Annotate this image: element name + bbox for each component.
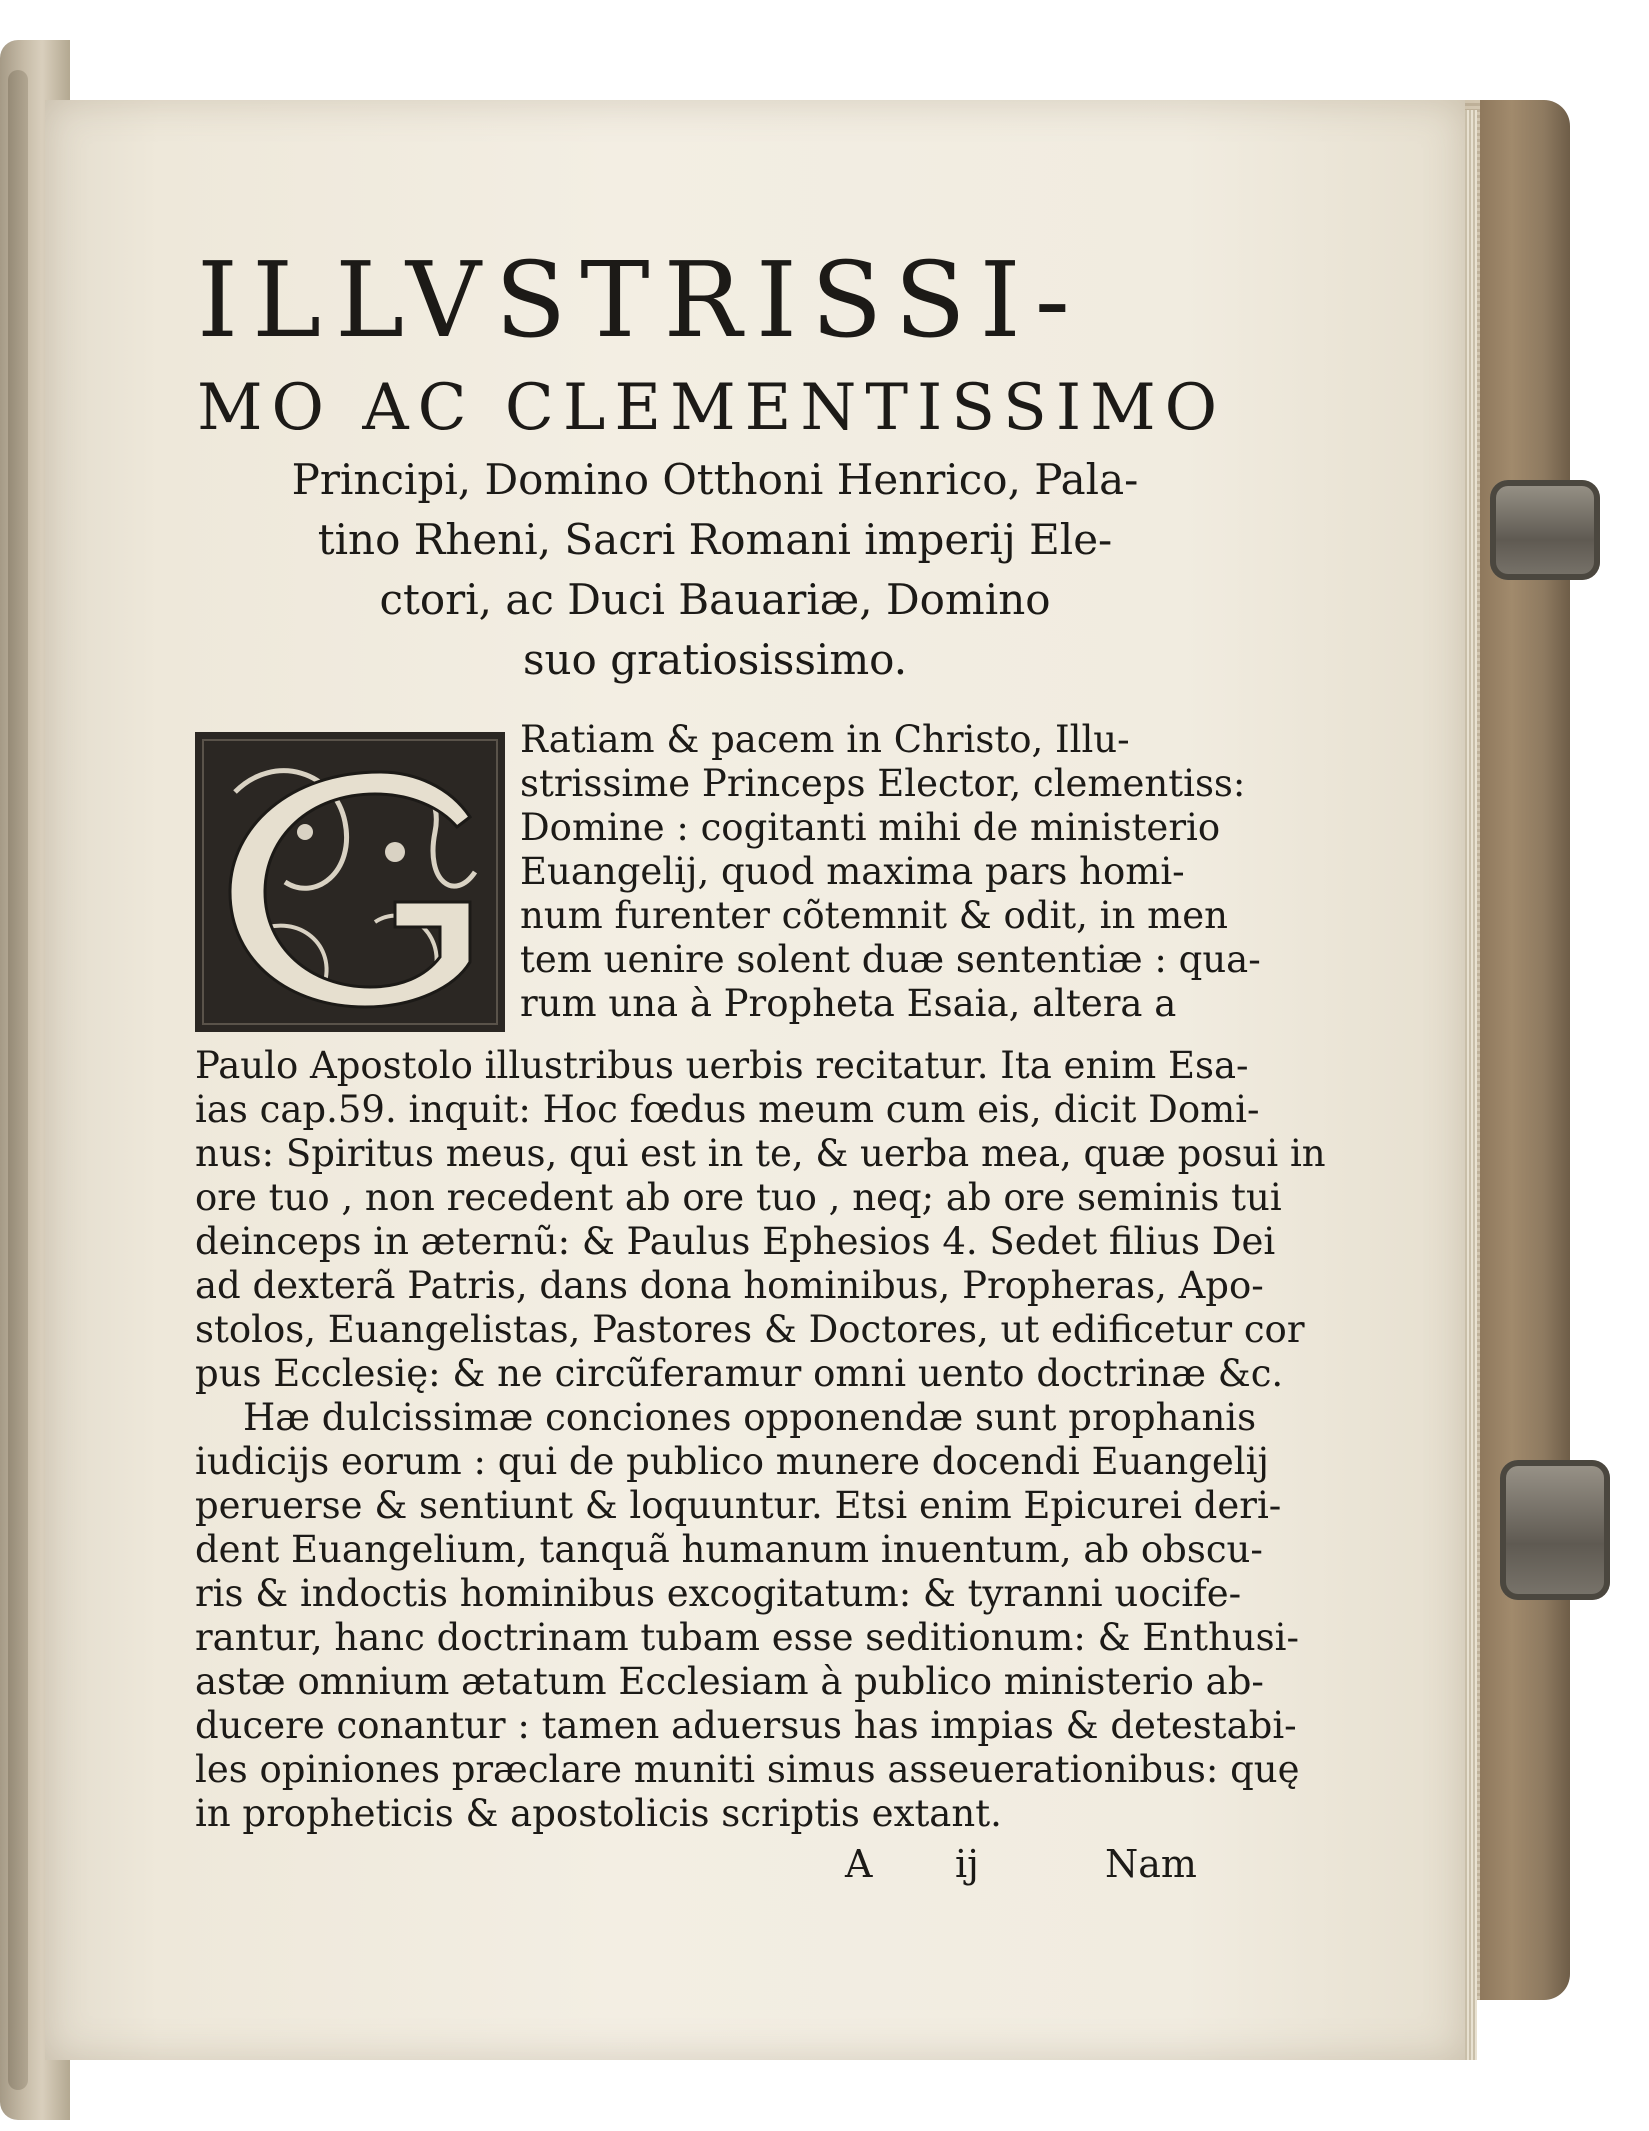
text-line: Ratiam & pacem in Christo, Illu- [520,718,1130,761]
clasp-top-icon [1490,480,1600,580]
title-line-1: ILLVSTRISSI- [197,239,1084,361]
text-line: tem uenire solent duæ sententiæ : qua- [520,938,1261,981]
signature-mark: A [845,1842,873,1886]
catchword: Nam [1105,1842,1197,1886]
text-line: nus: Spiritus meus, qui est in te, & uerba mea, quæ posui in [195,1132,1326,1175]
dedication [195,450,1235,690]
text-line: ris & indoctis hominibus excogitatum: & tyranni uocife- [195,1572,1242,1615]
page-text [195,239,1326,1892]
dedication-line: Principi, Domino Otthoni Henrico, Pala- [291,455,1139,504]
clasp-bottom-icon [1500,1460,1610,1600]
page-footer [195,1842,1235,1892]
text-line: iudicijs eorum : qui de publico munere docendi Euangelij [195,1440,1269,1483]
dedication-line: tino Rheni, Sacri Romani imperij Ele- [317,515,1113,564]
text-line: les opiniones præclare muniti simus asseuerationibus: quę [195,1748,1300,1791]
paragraph-2 [195,1396,1300,1836]
text-line: rantur, hanc doctrinam tubam esse seditionum: & Enthusi- [195,1616,1299,1659]
title-line-2: MO AC CLEMENTISSIMO [197,371,1227,445]
text-line: Paulo Apostolo illustribus uerbis recitatur. Ita enim Esa- [195,1044,1249,1087]
text-line: in propheticis & apostolicis scriptis extant. [195,1792,1002,1835]
text-line: deinceps in æternũ: & Paulus Ephesios 4. Sedet filius Dei [195,1220,1276,1263]
text-line: ore tuo , non recedent ab ore tuo , neq; ab ore seminis tui [195,1176,1282,1219]
text-line: strissime Princeps Elector, clementiss: [520,762,1246,805]
text-line: pus Ecclesię: & ne circũferamur omni uento doctrinæ &c. [195,1352,1284,1395]
text-line: num furenter cõtemnit & odit, in men [520,894,1228,937]
text-line: rum una à Propheta Esaia, altera a [520,982,1177,1025]
text-line: ias cap.59. inquit: Hoc fœdus meum cum eis, dicit Domi- [195,1088,1260,1131]
text-line: ducere conantur : tamen aduersus has impias & detestabi- [195,1704,1297,1747]
text-line: astæ omnium ætatum Ecclesiam à publico ministerio ab- [195,1660,1264,1703]
text-line: Hæ dulcissimæ conciones opponendæ sunt prophanis [243,1396,1257,1439]
initial-side-text [520,718,1261,1026]
opening-paragraph [195,718,1261,1025]
signature-number: ij [955,1842,979,1886]
text-line: ad dexterã Patris, dans dona hominibus, Propheras, Apo- [195,1264,1264,1307]
text-line: stolos, Euangelistas, Pastores & Doctores, ut edificetur cor [195,1308,1305,1351]
woodcut-initial-g-icon [195,732,505,1032]
dedication-line: suo gratiosissimo. [522,635,908,684]
text-line: Domine : cogitanti mihi de ministerio [520,806,1221,849]
paragraph-1 [195,1044,1326,1396]
text-line: peruerse & sentiunt & loquuntur. Etsi enim Epicurei deri- [195,1484,1282,1527]
dedication-line: ctori, ac Duci Bauariæ, Domino [379,575,1051,624]
text-line: dent Euangelium, tanquã humanum inuentum, ab obscu- [195,1528,1263,1571]
text-line: Euangelij, quod maxima pars homi- [520,850,1185,893]
